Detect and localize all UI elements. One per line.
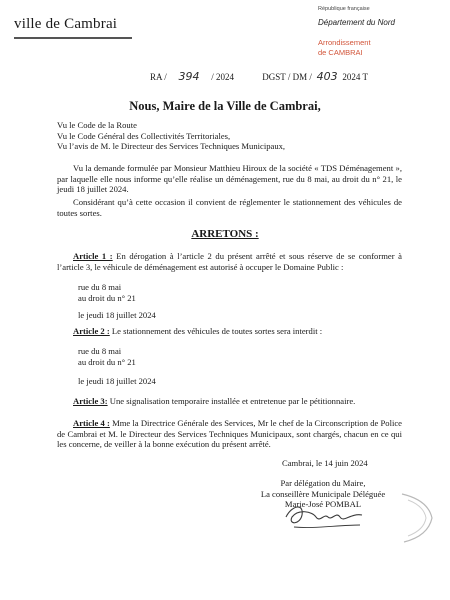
article-1-text: En dérogation à l’article 2 du présent arrêté et sous réserve de se conformer à l’article 3, le véhicule de déménagement est autorisé à occuper le Domaine Public : (57, 251, 402, 272)
administrative-block (318, 6, 446, 58)
arrondissement-line1: Arrondissement (318, 38, 371, 47)
reference-line (150, 70, 368, 83)
article-4-label: Article 4 : (73, 418, 110, 428)
vu-item: Vu le Code Général des Collectivités Territoriales, (57, 130, 231, 141)
signatory-role: La conseillère Municipale Déléguée (260, 488, 386, 499)
ra-year: / 2024 (211, 72, 235, 82)
article-1-address (78, 282, 136, 303)
article-1 (57, 251, 402, 272)
article-1-number: au droit du n° 21 (78, 292, 136, 303)
article-1-street: rue du 8 mai (78, 282, 122, 292)
logo-underline (14, 37, 132, 39)
article-3-text: Une signalisation temporaire installée et entretenue par le pétitionnaire. (107, 396, 356, 406)
demande-paragraph: Vu la demande formulée par Monsieur Matthieu Hiroux de la société « TDS Déménagement », par laquelle elle nous informe qu’elle réalise un déménagement, rue du 8 mai, au droit du n° 21, le jeudi 18 juillet 2024. (57, 163, 402, 195)
delegation-line: Par délégation du Maire, (280, 478, 366, 488)
article-2-address (78, 346, 136, 367)
republic-label: République française (318, 6, 370, 12)
arretons-heading: ARRETONS : (191, 228, 259, 240)
article-4 (57, 418, 402, 450)
place-date: Cambrai, le 14 juin 2024 (282, 458, 368, 468)
handwritten-signature (278, 495, 368, 535)
page-title: Nous, Maire de la Ville de Cambrai, (129, 99, 321, 113)
dgst-number: 403 (316, 70, 338, 83)
article-2-label: Article 2 : (73, 326, 110, 336)
dgst-prefix: DGST / DM / (262, 72, 312, 82)
considerant-paragraph: Considérant qu’à cette occasion il convient de réglementer le stationnement des véhicules de toutes sortes. (57, 197, 402, 218)
article-2-number: au droit du n° 21 (78, 356, 136, 367)
article-3-label: Article 3: (73, 396, 108, 406)
vu-list (57, 120, 402, 152)
mairie-seal (398, 490, 438, 546)
arrondissement-line2: de CAMBRAI (318, 48, 363, 57)
departement-label: Département du Nord (318, 18, 395, 27)
article-2-street: rue du 8 mai (78, 346, 122, 356)
article-4-text: Mme la Directrice Générale des Services, Mr le chef de la Circonscription de Police de Cambrai et M. le Directeur des Services Techniques Municipaux, sont chargés, chacun en ce qui les concerne, de veiller à la bonne exécution du présent arrêté. (57, 418, 402, 450)
vu-item: Vu l’avis de M. le Directeur des Services Techniques Municipaux, (57, 141, 286, 152)
article-1-label: Article 1 : (73, 251, 113, 261)
article-2 (57, 326, 402, 337)
ra-number: 394 (178, 70, 200, 83)
dgst-suffix: 2024 T (342, 72, 368, 82)
logo (12, 16, 132, 42)
article-3 (57, 396, 402, 407)
article-2-date: le jeudi 18 juillet 2024 (78, 376, 156, 386)
article-2-text: Le stationnement des véhicules de toutes sortes sera interdit : (109, 326, 323, 336)
logo-text: ville de Cambrai (14, 16, 118, 32)
article-1-date: le jeudi 18 juillet 2024 (78, 310, 156, 320)
vu-item: Vu le Code de la Route (57, 120, 137, 130)
signatory-name: Marie-José POMBAL (284, 499, 362, 510)
ra-prefix: RA / (150, 72, 167, 82)
